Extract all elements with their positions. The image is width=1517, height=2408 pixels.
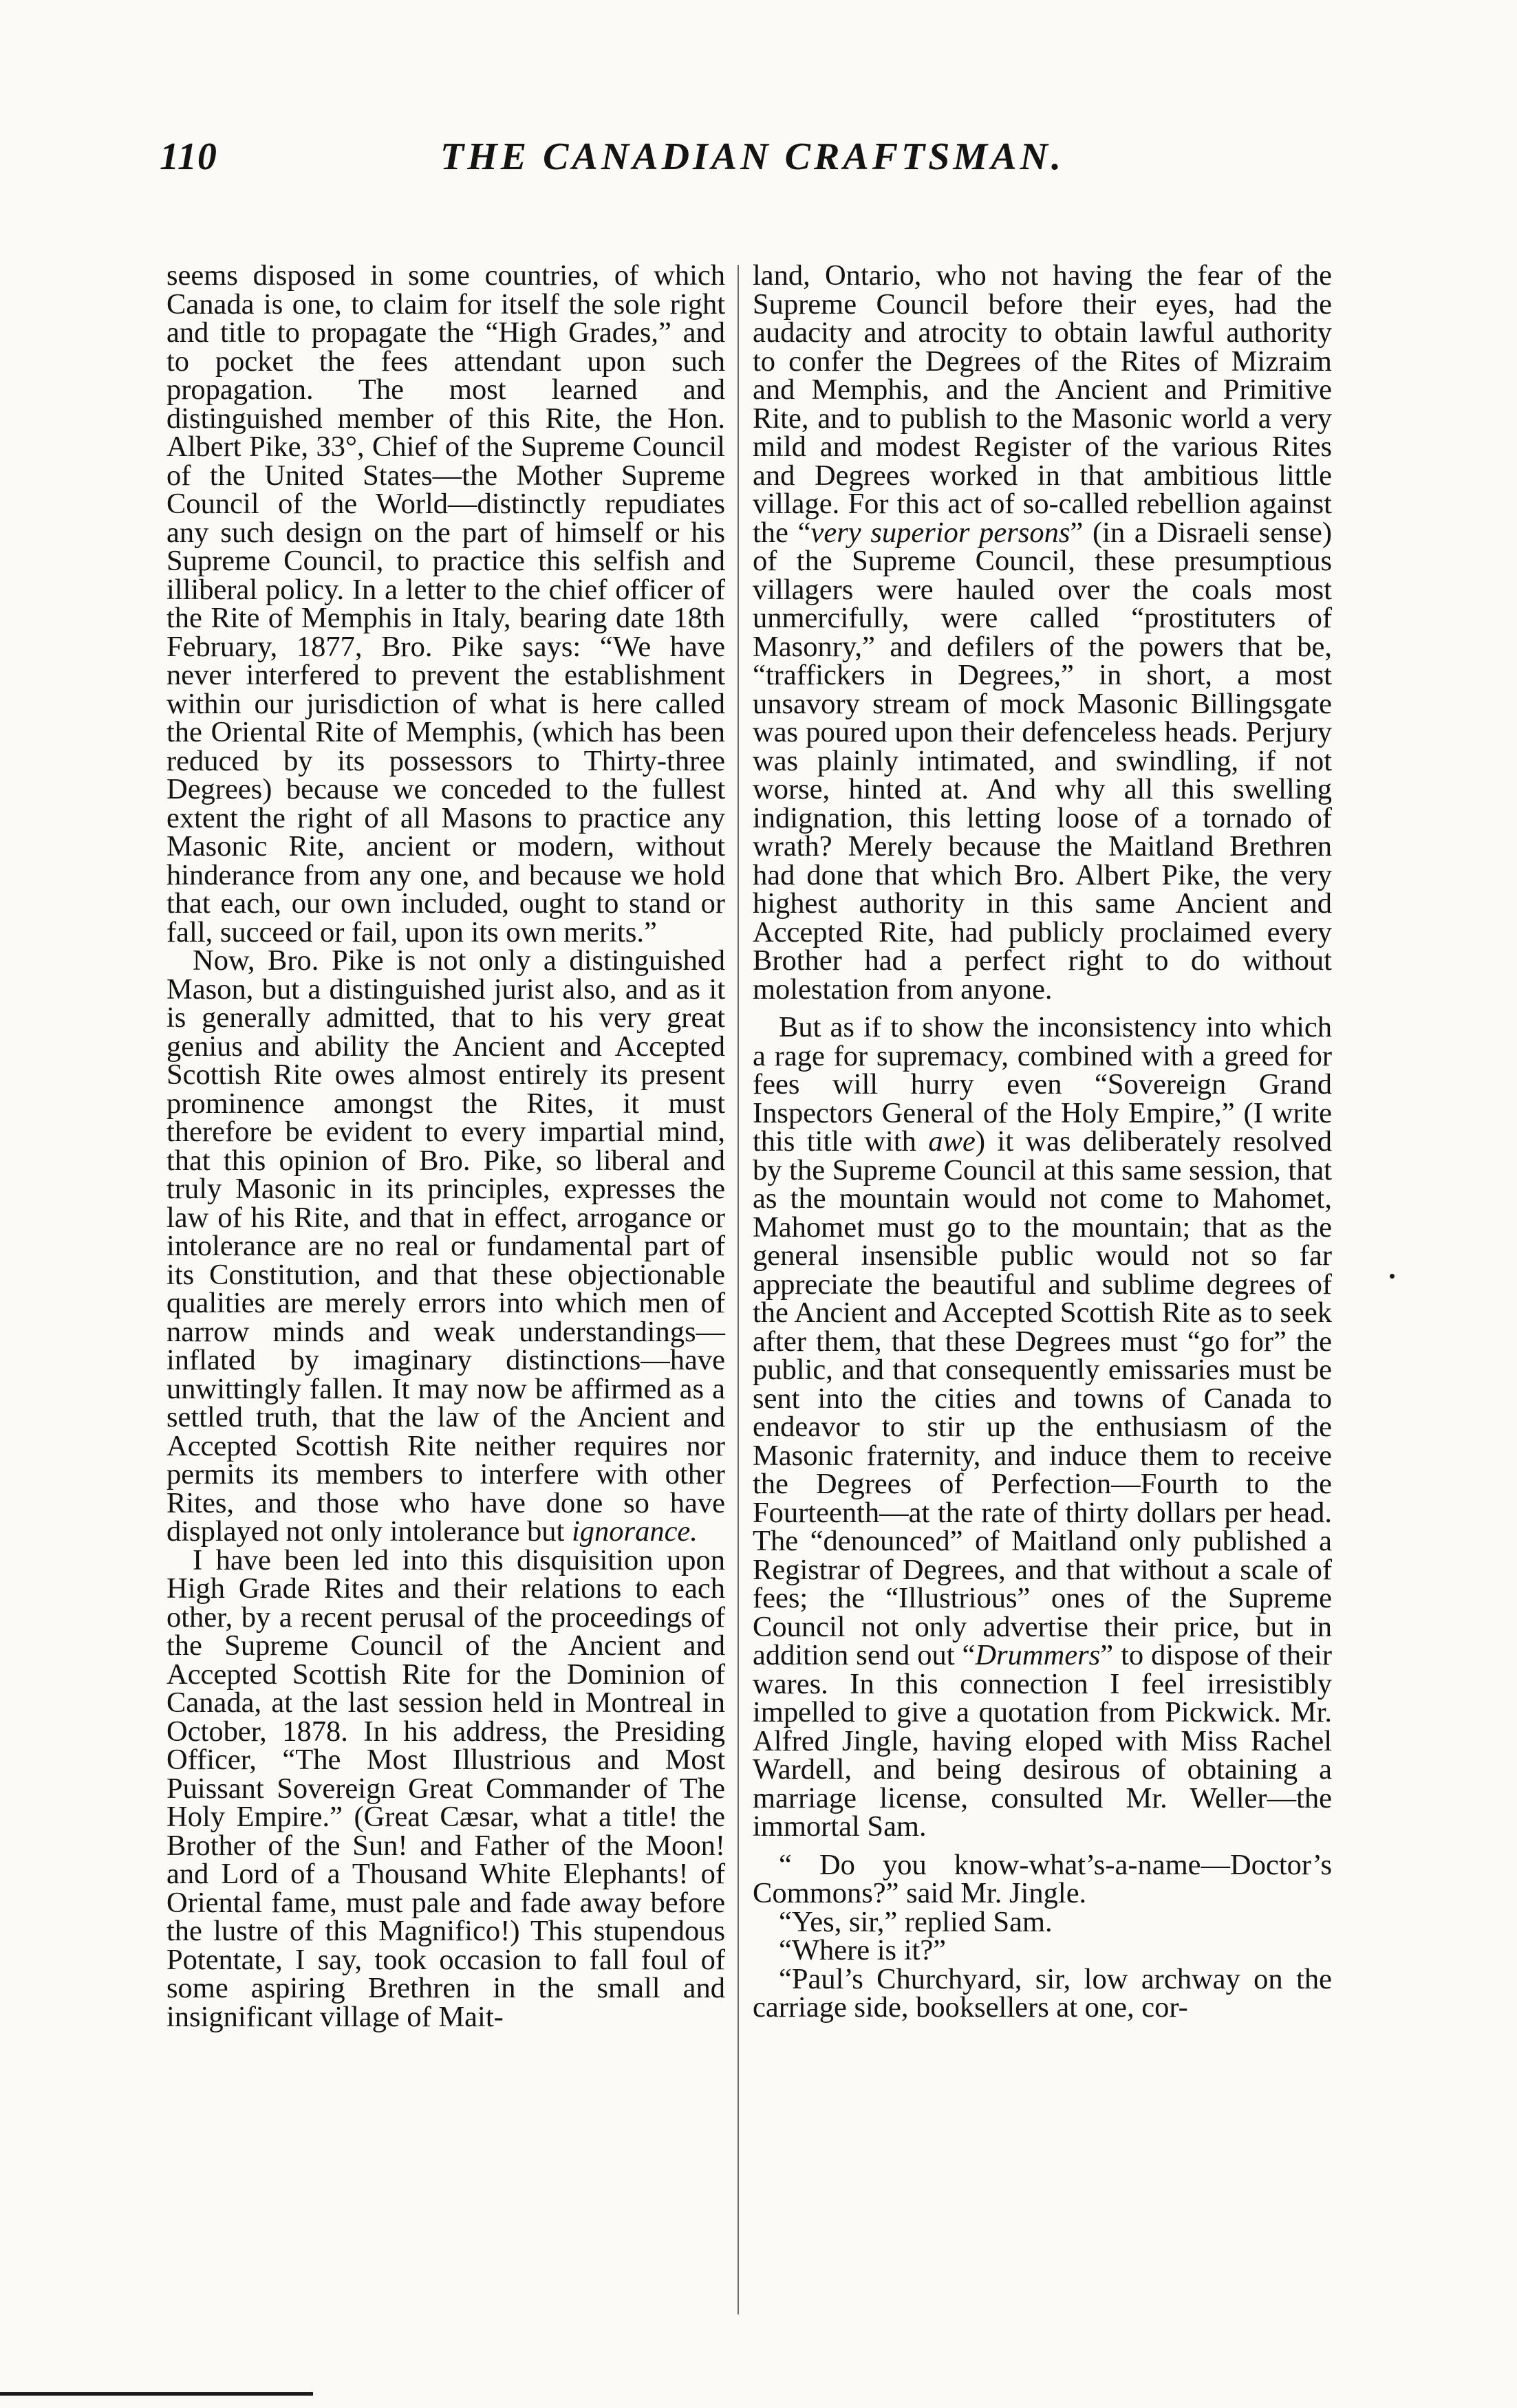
paragraph-text: I have been led into this disquisition upon High Grade Rites and their relations to each other, by a recent perusal of the proceedings of the Supreme Council of the Ancient and Accepted Scottish Rite for the Dominion of Canada, at the last session held in Montreal in October, 1878. In his address, the Presiding Officer, “The Most Illustrious and Most Puissant Sovereign Great Commander of The Holy Empire.” (Great Cæsar, what a title! the Brother of the Sun! and Father of the Moon! and Lord of a Thousand White Elephants! of Oriental fame, must pale and fade away before the lustre of this Magnifico!) This stupendous Potentate, I say, took occasion to fall foul of some aspiring Brethren in the small and insignificant village of Mait- bbox=[166, 1543, 725, 2033]
paragraph bbox=[166, 261, 725, 946]
dialogue-line bbox=[753, 1936, 1332, 1965]
paragraph-text: But as if to show the inconsistency into which a rage for supremacy, combined with a greed for fees will hurry even “Sovereign Grand Inspectors General of the Holy Empire,” (I write this title with bbox=[753, 1011, 1332, 1158]
page-number: 110 bbox=[160, 135, 217, 178]
paragraph bbox=[753, 1013, 1332, 1841]
italic-text: ignorance. bbox=[571, 1515, 698, 1548]
paragraph-text: “Where is it?” bbox=[779, 1934, 947, 1966]
running-head bbox=[0, 0, 1517, 206]
margin-dot bbox=[1390, 1274, 1395, 1279]
paragraph-text: “Paul’s Churchyard, sir, low archway on the carriage side, booksellers at one, cor- bbox=[753, 1962, 1332, 2024]
paragraph-text: land, Ontario, who not having the fear of the Supreme Council before their eyes, had the audacity and atrocity to obtain lawful authority to confer the Degrees of the Rites of Mizraim and Memphis, and the Ancient and Primitive Rite, and to publish to the Masonic world a very mild and modest Register of the various Rites and Degrees worked in that ambitious little village. For this act of so-called rebellion against the “ bbox=[753, 259, 1332, 549]
paragraph bbox=[166, 946, 725, 1546]
journal-title: THE CANADIAN CRAFTSMAN. bbox=[440, 135, 1064, 178]
paragraph-text: ” to dispose of their wares. In this connection I feel irresistibly impelled to give a quotation from Pickwick. Mr. Alfred Jingle, having eloped with Miss Rachel Wardell, and being desirous of obtaining a marriage license, consulted Mr. Weller—the immortal Sam. bbox=[753, 1639, 1332, 1843]
paragraph-text: “Yes, sir,” replied Sam. bbox=[779, 1905, 1053, 1938]
dialogue-line bbox=[753, 1848, 1332, 1909]
paragraph bbox=[753, 261, 1332, 1004]
italic-text: awe bbox=[928, 1125, 976, 1158]
left-column bbox=[166, 261, 725, 2325]
italic-text: Drummers bbox=[975, 1639, 1101, 1671]
column-divider bbox=[738, 265, 739, 2314]
paragraph-text: Now, Bro. Pike is not only a distinguished Mason, but a distinguished jurist also, and as it is generally admitted, that to his very great genius and ability the Ancient and Accepted Scottish Rite owes almost entirely its present prominence amongst the Rites, it must therefore be evident to every impartial mind, that this opinion of Bro. Pike, so liberal and truly Masonic in its principles, expresses the law of his Rite, and that in effect, arrogance or intolerance are no real or fundamental part of its Constitution, and that these objectionable qualities are merely errors into which men of narrow minds and weak understandings—inflated by imaginary distinctions—have unwittingly fallen. It may now be affirmed as a settled truth, that the law of the Ancient and Accepted Scottish Rite neither requires nor permits its members to interfere with other Rites, and those who have done so have displayed not only intolerance but bbox=[166, 944, 725, 1548]
footer-rule bbox=[0, 2392, 313, 2396]
paragraph-text: ) it was deliberately resolved by the Supreme Council at this same session, that as the mountain would not come to Mahomet, Mahomet must go to the mountain; that as the general insensible public would not so far appreciate the beautiful and sublime degrees of the Ancient and Accepted Scottish Rite as to seek after them, that these Degrees must “go for” the public, and that consequently emissaries must be sent into the cities and towns of Canada to endeavor to stir up the enthusiasm of the Masonic fraternity, and induce them to receive the Degrees of Perfection—Fourth to the Fourteenth—at the rate of thirty dollars per head. The “denounced” of Maitland only published a Registrar of Degrees, and that without a scale of fees; the “Illustrious” ones of the Supreme Council not only advertise their price, but in addition send out “ bbox=[753, 1125, 1333, 1671]
dialogue-line bbox=[753, 1905, 1332, 1938]
paragraph bbox=[166, 1543, 725, 2033]
italic-text: very superior persons bbox=[810, 516, 1070, 549]
paragraph-text: ” (in a Disraeli sense) of the Supreme Council, these presumptious villagers were hauled over the coals most unmercifully, were called “prostituters of Masonry,” and defilers of the powers that be, “traffickers in Degrees,” in short, a most unsavory stream of mock Masonic Billingsgate was poured upon their defenceless heads. Perjury was plainly intimated, and swindling, if not worse, hinted at. And why all this swelling indignation, this letting loose of a tornado of wrath? Merely because the Maitland Brethren had done that which Bro. Albert Pike, the very highest authority in this same Ancient and Accepted Rite, had publicly proclaimed every Brother had a perfect right to do without molestation from anyone. bbox=[753, 516, 1332, 1006]
paragraph-text: seems disposed in some countries, of which Canada is one, to claim for itself the sole right and title to propagate the “High Grades,” and to pocket the fees attendant upon such propagation. The most learned and distinguished member of this Rite, the Hon. Albert Pike, 33°, Chief of the Supreme Council of the United States—the Mother Supreme Council of the World—distinctly repudiates any such design on the part of himself or his Supreme Council, to practice this selfish and illiberal policy. In a letter to the chief officer of the Rite of Memphis in Italy, bearing date 18th February, 1877, Bro. Pike says: “We have never interfered to prevent the establishment within our jurisdiction of what is here called the Oriental Rite of Memphis, (which has been reduced by its possessors to Thirty-three Degrees) because we conceded to the fullest extent the right of all Masons to practice any Masonic Rite, ancient or modern, without hinderance from any one, and because we hold that each, our own included, ought to stand or fall, succeed or fail, upon its own merits.” bbox=[166, 259, 725, 948]
paragraph-text: “ Do you know-what’s-a-name—Doctor’s Commons?” said Mr. Jingle. bbox=[753, 1848, 1332, 1909]
right-column bbox=[753, 261, 1332, 2325]
dialogue-line bbox=[753, 1962, 1332, 2024]
